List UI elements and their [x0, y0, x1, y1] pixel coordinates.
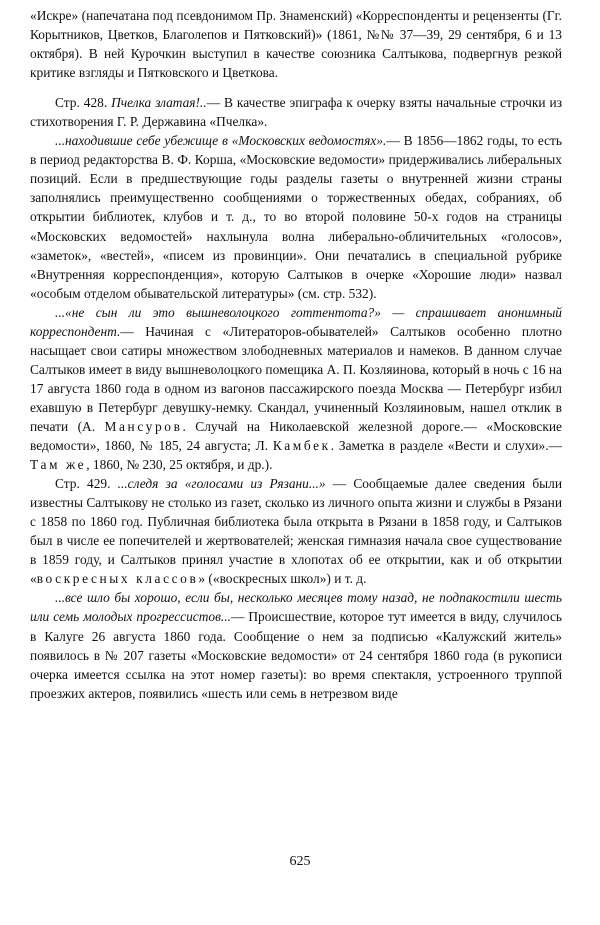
author-name-spaced: Камбек	[272, 438, 331, 454]
note-text: — Происшествие, которое тут имеется в виду, случилось в Калуге 26 августа 1860 года. Сообщение о нем за подписью «Калужский житель» появилось в № 207 газеты «Московские ведомости» от 24 сентября 1860 года (в рукописи очерка имеется ссылка на этот номер газеты): во время спектакля, устроенного труппой проезжих актеров, появились «шесть или семь в нетрезвом виде	[30, 609, 562, 701]
quoted-phrase: ...«не сын ли это вышневолоцкого готтентота?» — спрашивает анонимный корреспондент.	[30, 304, 562, 339]
page-reference: Стр. 429.	[55, 476, 118, 492]
note-progressisty	[30, 588, 562, 702]
note-gottentot	[30, 303, 562, 474]
quoted-phrase: Пчелка златая!..	[111, 95, 207, 111]
author-name-spaced: Мансуров	[104, 418, 183, 434]
page-number: 625	[289, 854, 311, 869]
paragraph-continuation	[30, 6, 562, 82]
note-text: — Сообщаемые далее сведения были известны Салтыкову не столько из газет, сколько из личного опыта жизни и службы в Рязани с 1858 по 1860 год. Публичная библиотека была открыта в Рязани в 1858 году, и Салтыков был в числе ее попечителей и жертвователей; женская гимназия начала свое существование в 1859 году, и Салтыков принял участие в хлопотах об ее открытии, как и об открытии «	[30, 476, 562, 587]
paragraph-text: «Искре» (напечатана под псевдонимом Пр. Знаменский) «Корреспонденты и рецензенты (Гг. Корытников, Цветков, Благолепов и Пятковский)» (1861, №№ 37—39, 29 сентября, 6 и 13 октября). В ней Курочкин выступил в качестве союзника Салтыкова, подвергнув резкой критике взгляды и Пятковского и Цветкова.	[30, 8, 562, 81]
note-moskovskie-vedomosti	[30, 131, 562, 302]
quoted-phrase: ...все шло бы хорошо, если бы, несколько месяцев тому назад, не подпакостили шесть или семь молодых прогрессистов...	[30, 590, 562, 625]
ibid-spaced: Там же	[30, 457, 87, 473]
note-text: , 1860, № 230, 25 октября, и др.).	[86, 457, 273, 473]
note-text: — В качестве эпиграфа к очерку взяты начальные строчки из стихотворения Г. Р. Державина «Пчелка».	[30, 95, 562, 130]
quoted-phrase: ...следя за «голосами из Рязани...»	[117, 476, 326, 492]
note-text: . Случай на Николаевской железной дороге.— «Московские ведомости», 1860, № 185, 24 августа; Л.	[30, 418, 562, 454]
note-text: . Заметка в разделе «Вести и слухи».—	[330, 438, 562, 454]
page-reference: Стр. 428.	[55, 95, 112, 111]
note-text: » («воскресных школ») и т. д.	[198, 571, 367, 587]
note-page-428	[30, 93, 562, 131]
note-text: — Начиная с «Литераторов-обывателей» Салтыков особенно плотно насыщает свои сатиры множеством злободневных материалов и намеков. В данном случае Салтыков имеет в виду вышневолоцкого помещика А. П. Козляинова, который в ночь с 16 на 17 августа 1860 года в одном из вагонов пассажирского поезда Москва — Петербург избил ехавшую в Петербург девушку-немку. Скандал, учиненный Козляиновым, нашел отклик в печати (А.	[30, 323, 562, 434]
quoted-phrase: ...находившие себе убежище в «Московских ведомостях».	[55, 133, 387, 149]
spaced-phrase: воскресных классов	[36, 571, 199, 587]
note-text: — В 1856—1862 годы, то есть в период редакторства В. Ф. Корша, «Московские ведомости» придерживались либеральных позиций. Если в предшествующие годы разделы газеты о внутренней жизни страны заполнялись преимущественно сообщениями о торжественных обедах, собраниях, об открытии библиотек, клубов и т. д., то во второй половине 50-х годов на страницы «Московских ведомостей» нахлынула волна либерально-обличительных «голосов», «заметок», «вестей», «писем из провинции». Они печатались в специальной рубрике «Внутренняя корреспонденция», которую Салтыков в очерке «Хорошие люди» назвал «особым отделом обывательской литературы» (см. стр. 532).	[30, 133, 562, 301]
note-page-429	[30, 474, 562, 588]
